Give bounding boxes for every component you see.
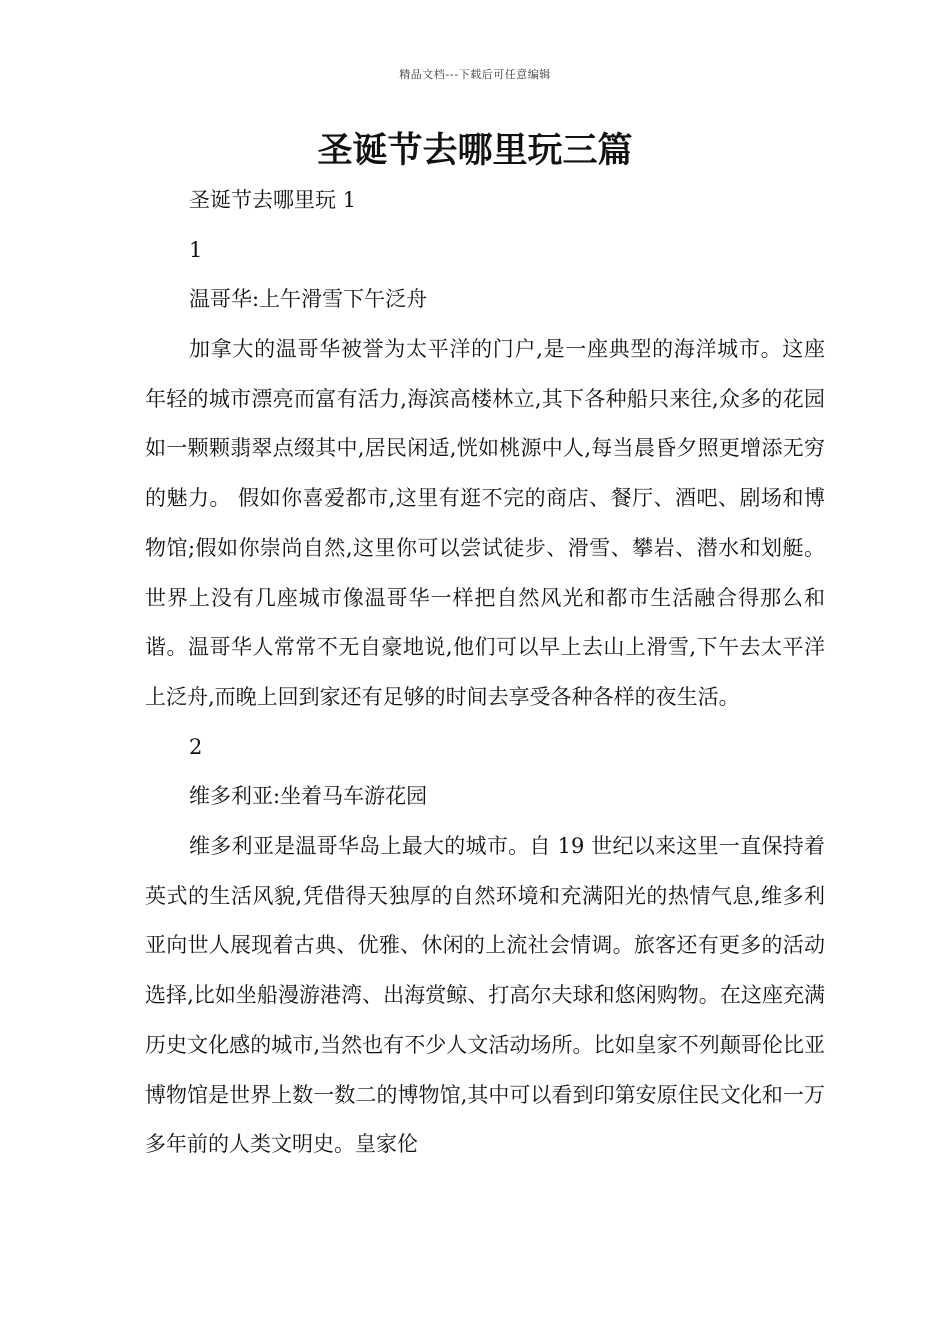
header-note: 精品文档---下载后可任意编辑 [399, 68, 551, 81]
document-title: 圣诞节去哪里玩三篇 [317, 131, 633, 171]
item-number: 2 [189, 734, 203, 759]
item-number: 1 [189, 237, 203, 262]
document-body [145, 176, 825, 1170]
item-heading: 维多利亚:坐着马车游花园 [189, 784, 428, 809]
item-heading: 温哥华:上午滑雪下午泛舟 [189, 287, 428, 312]
section-heading: 圣诞节去哪里玩 1 [189, 188, 357, 212]
item-paragraph: 加拿大的温哥华被誉为太平洋的门户,是一座典型的海洋城市。这座年轻的城市漂亮而富有活力,海滨高楼林立,其下各种船只来往,众多的花园如一颗颗翡翠点缀其中,居民闲适,恍如桃源中人,每当晨昏夕照更增添无穷的魅力。 假如你喜爱都市,这里有逛不完的商店、餐厅、酒吧、剧场和博物馆;假如你崇尚自然,这里你可以尝试徒步、滑雪、攀岩、潜水和划艇。世界上没有几座城市像温哥华一样把自然风光和都市生活融合得那么和谐。温哥华人常常不无自豪地说,他们可以早上去山上滑雪,下午去太平洋上泛舟,而晚上回到家还有足够的时间去享受各种各样的夜生活。 [145, 337, 825, 709]
item-paragraph: 维多利亚是温哥华岛上最大的城市。自 19 世纪以来这里一直保持着英式的生活风貌,凭借得天独厚的自然环境和充满阳光的热情气息,维多利亚向世人展现着古典、优雅、休闲的上流社会情调。旅客还有更多的活动选择,比如坐船漫游港湾、出海赏鲸、打高尔夫球和悠闲购物。在这座充满历史文化感的城市,当然也有不少人文活动场所。比如皇家不列颠哥伦比亚博物馆是世界上数一数二的博物馆,其中可以看到印第安原住民文化和一万多年前的人类文明史。皇家伦 [145, 834, 825, 1157]
